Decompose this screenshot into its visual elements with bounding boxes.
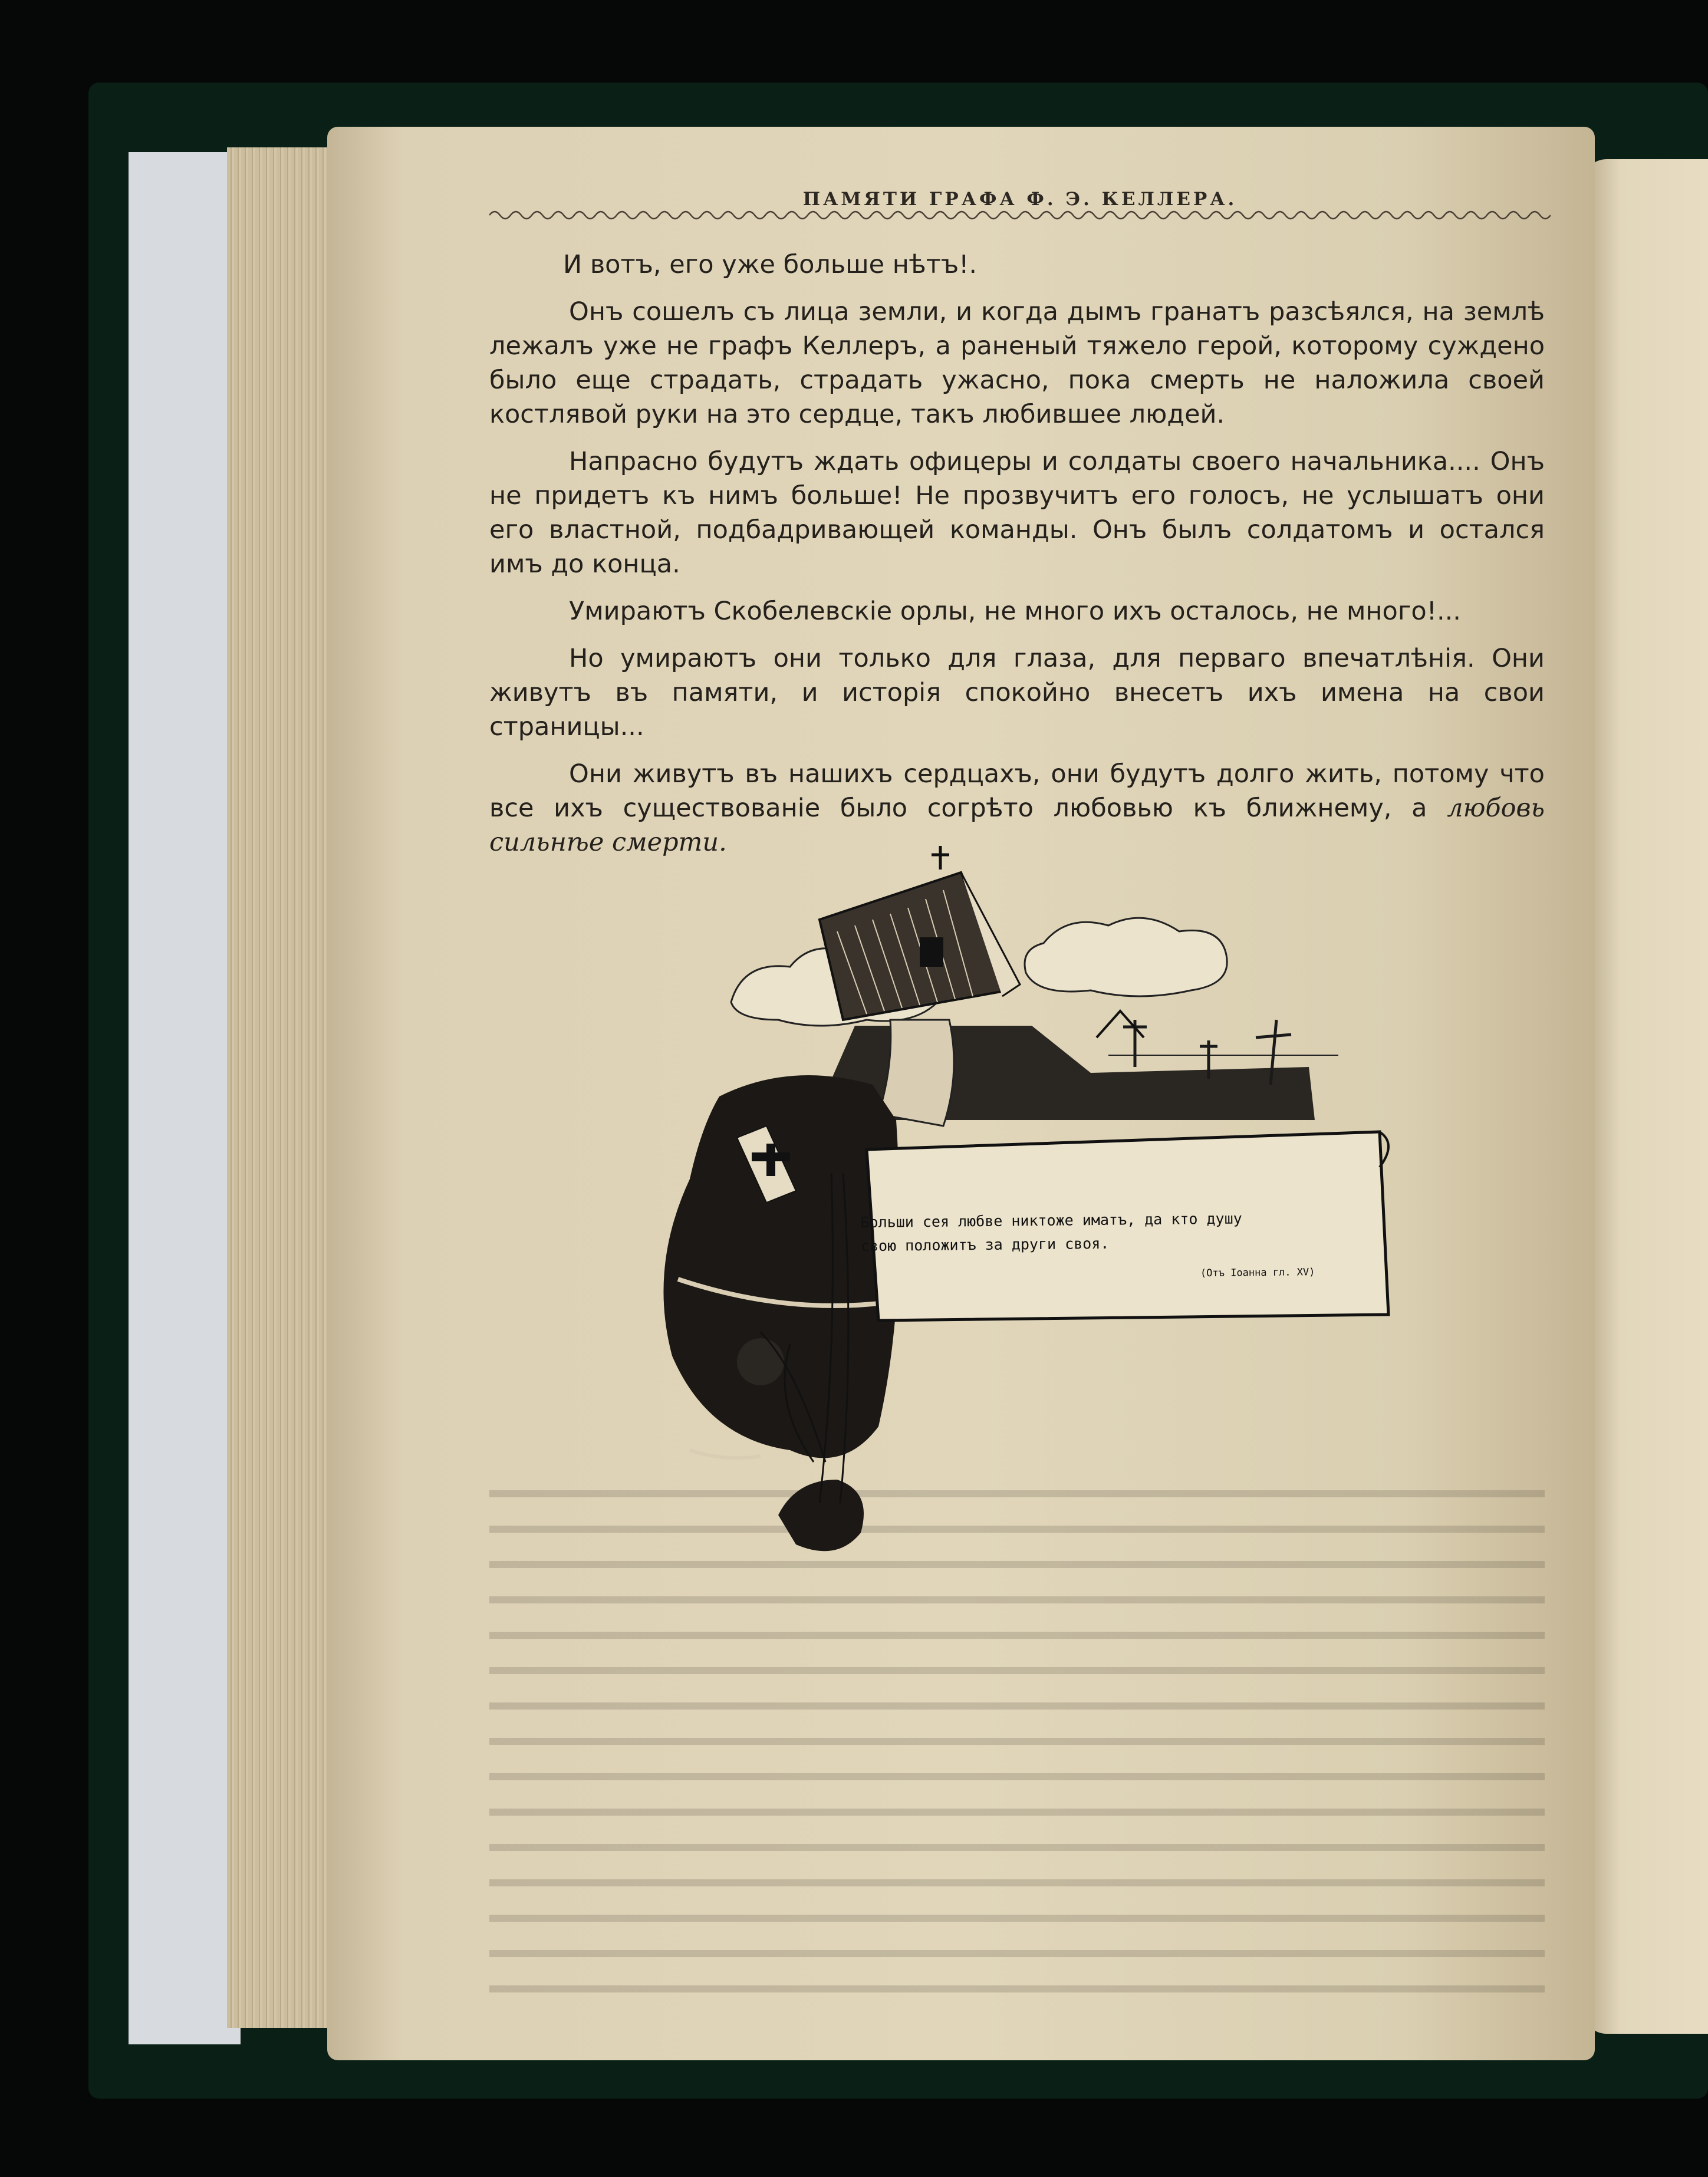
running-head: ПАМЯТИ ГРАФА Ф. Э. КЕЛЛЕРА. xyxy=(802,189,1238,210)
paragraph: Умираютъ Скобелевскіе орлы, не много ихъ осталось, не много!... xyxy=(569,597,1461,626)
banner-quote-line: Больши сея любве никтоже иматъ, да кто душу xyxy=(860,1210,1242,1231)
italic-closing-phrase: любовь сильнѣе смерти. xyxy=(489,793,1545,857)
paragraph: Напрасно будутъ ждать офицеры и солдаты своего начальника.... Онъ не придетъ къ нимъ больше! Не прозвучитъ его голосъ, не услышатъ они его властной, подбадривающей команды. Онъ былъ солдатомъ и остался имъ до конца. xyxy=(489,447,1545,579)
paragraph: Онъ сошелъ съ лица земли, и когда дымъ гранатъ разсѣялся, на землѣ лежалъ уже не графъ Келлеръ, а раненый тяжело герой, которому суждено было еще страдать, страдать ужасно, пока смерть не наложила своей костлявой руки на это сердце, такъ любившее людей. xyxy=(489,297,1545,429)
endpaper xyxy=(129,152,241,2044)
illustration-banner xyxy=(860,1206,1332,1289)
body-text xyxy=(489,248,1545,872)
paragraph: Но умираютъ они только для глаза, для перваго впечатлѣнія. Они живутъ въ памяти, и исторія спокойно внесетъ ихъ имена на свои страницы... xyxy=(489,644,1545,742)
facing-page xyxy=(1583,159,1708,2034)
banner-source: (Отъ Iоанна гл. XV) xyxy=(1200,1266,1315,1280)
banner-quote-line: свою положитъ за други своя. xyxy=(860,1234,1110,1255)
paragraph-text: Они живутъ въ нашихъ сердцахъ, они будутъ долго жить, потому что все ихъ существованіе было согрѣто любовью къ ближнему, а xyxy=(489,759,1545,823)
paragraph: И вотъ, его уже больше нѣтъ!. xyxy=(563,250,978,279)
head-rule xyxy=(489,203,1551,227)
